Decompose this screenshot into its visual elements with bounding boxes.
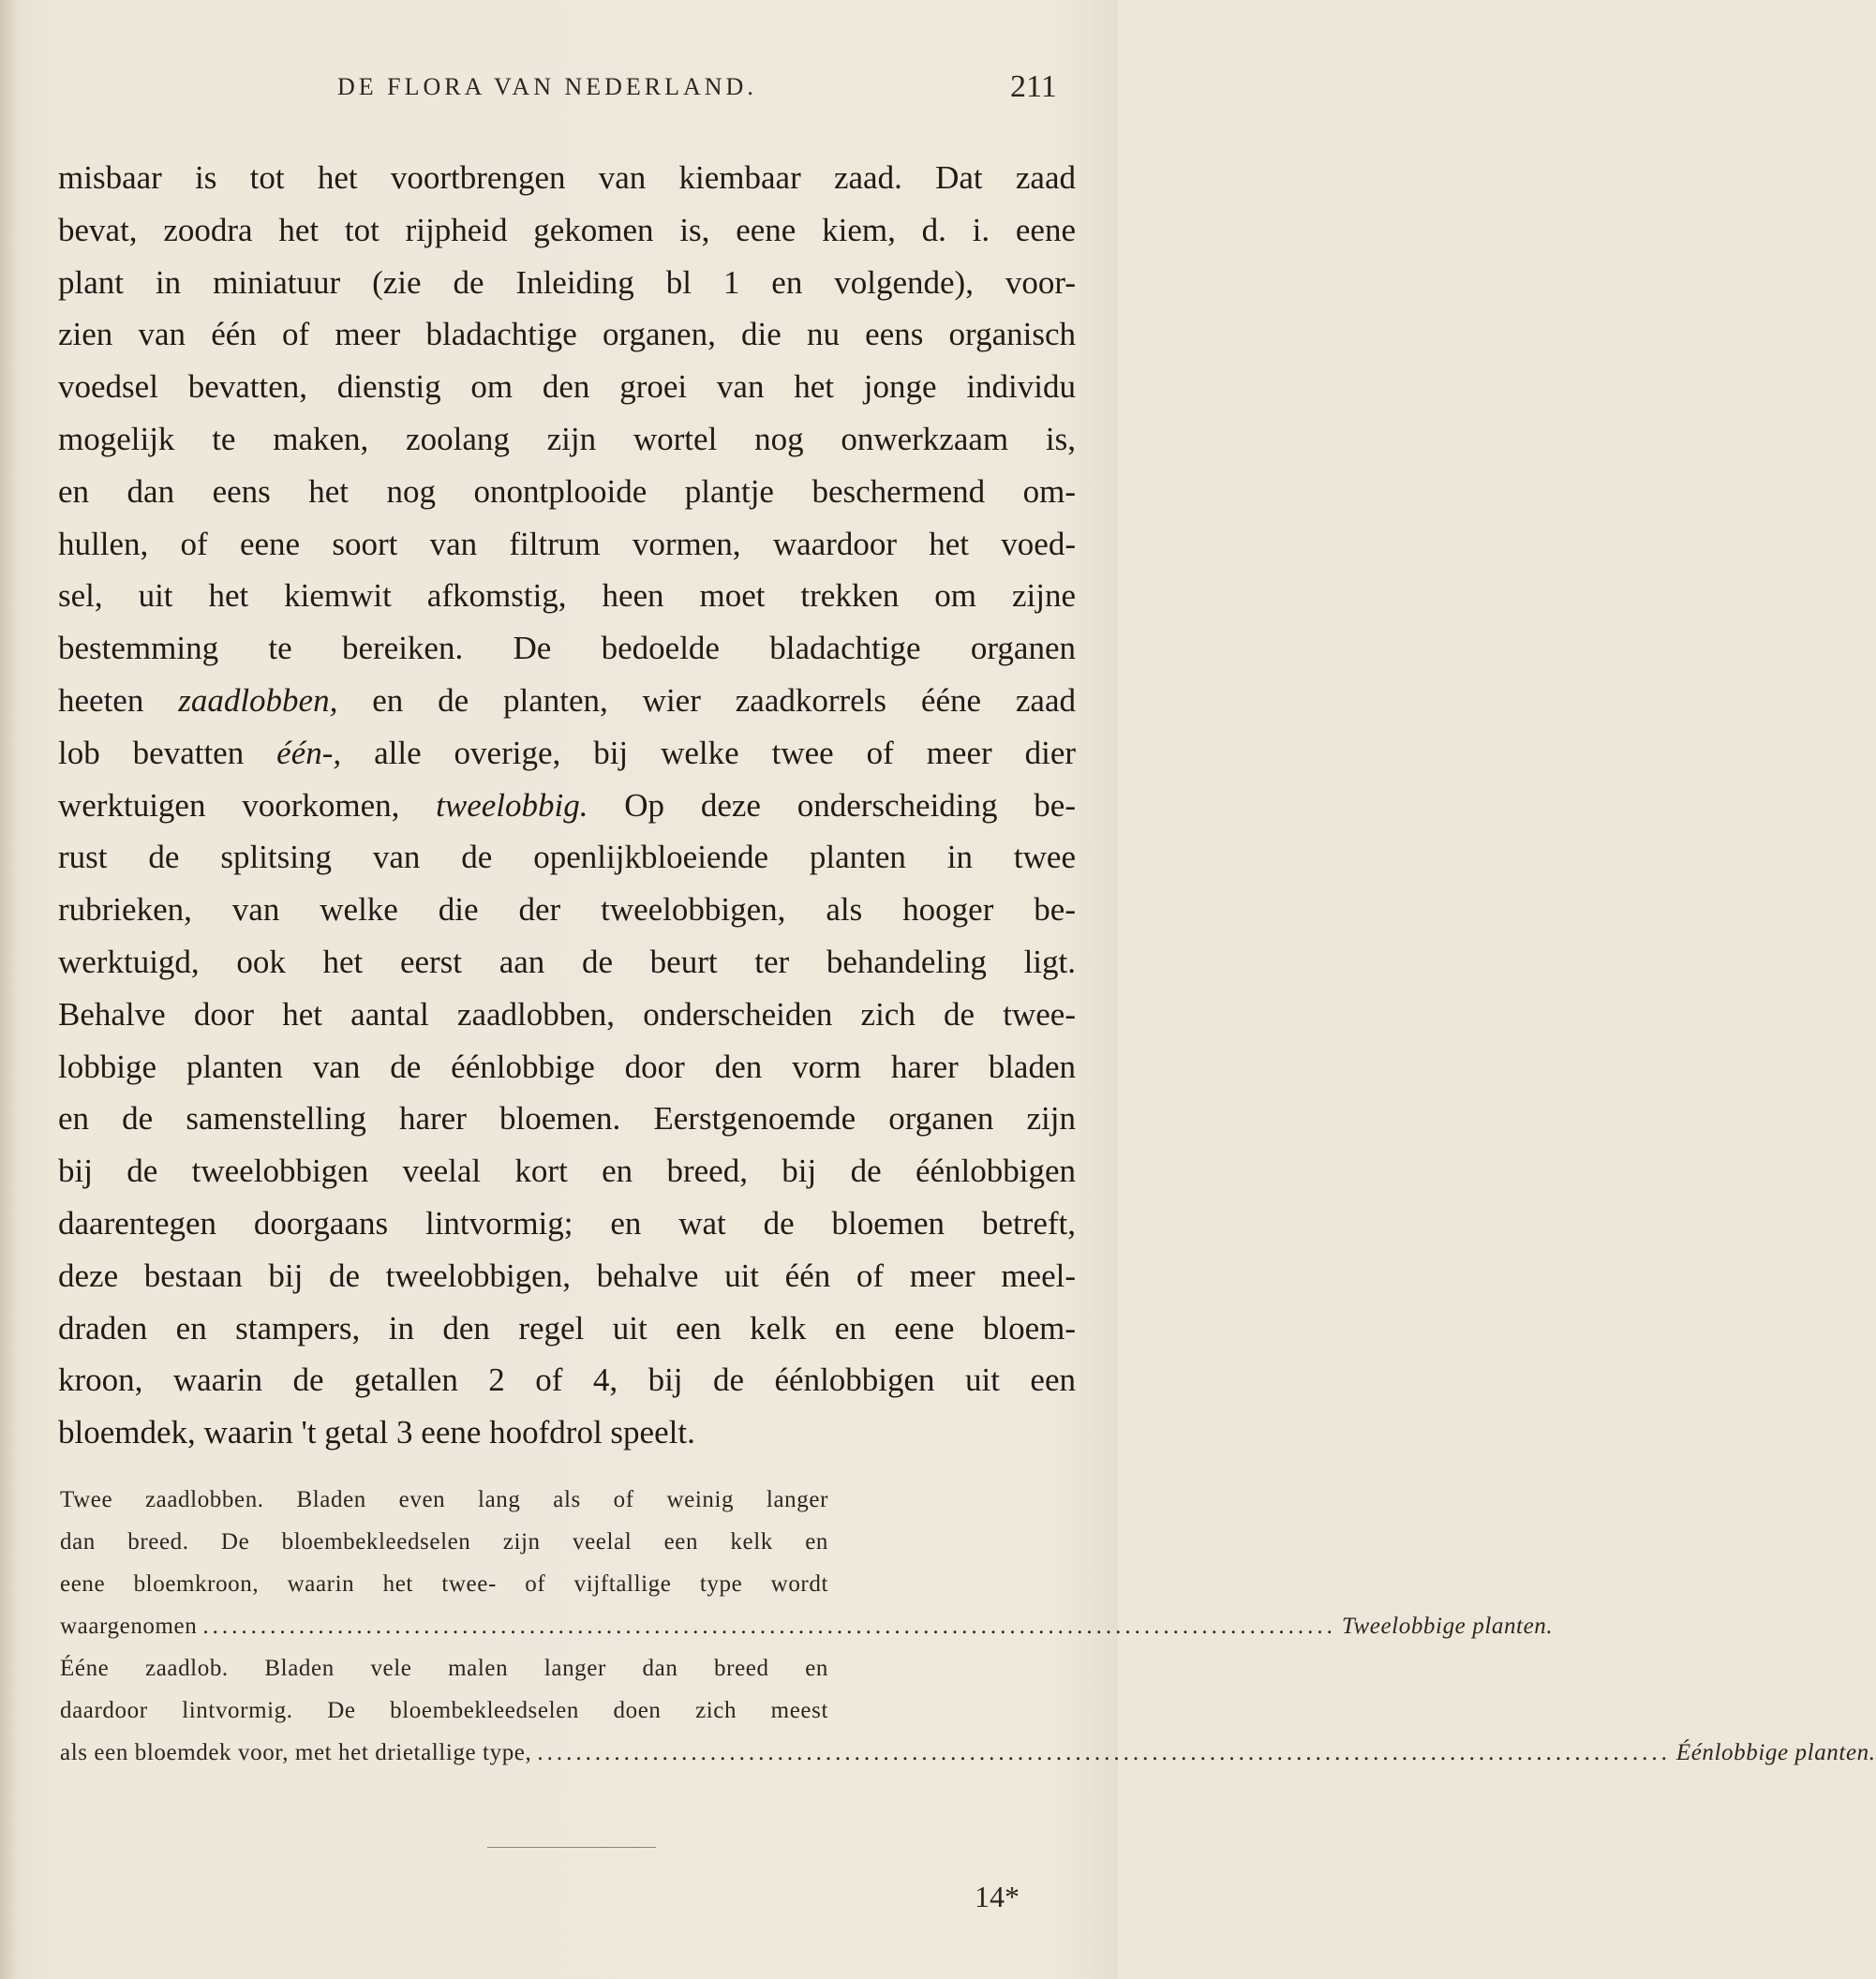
section-rule: [487, 1847, 656, 1848]
text-line: hullen, of eene soort van filtrum vormen, waardoor het voed-: [58, 525, 1076, 562]
text-line: rubrieken, van welke die der tweelobbigen, als hooger be-: [58, 891, 1076, 929]
text-line: lobbige planten van de éénlobbige door den vorm harer bladen: [58, 1048, 1076, 1085]
text-line: bevat, zoodra het tot rijpheid gekomen is, eene kiem, d. i. eene: [58, 211, 1076, 248]
text-segment: en de planten, wier zaadkorrels éénе zaad: [337, 681, 1076, 719]
italic-term: zaadlobben,: [178, 681, 338, 719]
italic-term: tweelobbig.: [436, 786, 588, 824]
text-line: [58, 780, 1076, 832]
text-line: draden en stampers, in den regel uit een kelk en eene bloem-: [58, 1309, 1076, 1347]
key-target: Éénlobbige planten.: [1675, 1740, 1876, 1765]
key-line: Twee zaadlobben. Bladen even lang als of weinig langer: [60, 1487, 828, 1512]
leader-dots: ......................................................................................................................: [537, 1740, 1671, 1765]
identification-key: [60, 1479, 1876, 1774]
text-line: plant in miniatuur (zie de Inleiding bl 1 en volgende), voor-: [58, 263, 1076, 301]
text-line: [58, 727, 1076, 780]
text-line: Behalve door het aantal zaadlobben, onderscheiden zich de twee-: [58, 995, 1076, 1033]
text-line: bij de tweelobbigen veelal kort en breed, bij de éénlobbigen: [58, 1153, 1076, 1190]
text-line: [58, 675, 1076, 727]
key-lead-line: [60, 1605, 1554, 1647]
text-line: deze bestaan bij de tweelobbigen, behalve uit één of meer meel-: [58, 1257, 1076, 1294]
key-line: eene bloemkroon, waarin het twee- of vijftallige type wordt: [60, 1571, 828, 1597]
signature-mark: 14*: [975, 1880, 1020, 1913]
leader-dots: ......................................................................................................................: [202, 1614, 1336, 1639]
text-line: bloemdek, waarin 't getal 3 eene hoofdrol speelt.: [58, 1414, 695, 1451]
text-segment: Op deze onderscheiding be-: [588, 786, 1076, 824]
text-line: bestemming te bereiken. De bedoelde bladachtige organen: [58, 630, 1076, 667]
text-line: voedsel bevatten, dienstig om den groei van het jonge individu: [58, 368, 1076, 406]
text-segment: werktuigen voorkomen,: [58, 786, 437, 824]
key-target: Tweelobbige planten.: [1341, 1614, 1554, 1639]
key-line: dan breed. De bloembekleedselen zijn veelal een kelk en: [60, 1529, 828, 1555]
key-lead-line: [60, 1732, 1876, 1774]
key-text: als een bloemdek voor, met het drietallige type,: [60, 1740, 532, 1765]
text-line: rust de splitsing van de openlijkbloeiende planten in twee: [58, 839, 1076, 876]
page-number: 211: [1010, 69, 1057, 104]
text-line: en dan eens het nog onontplooide plantje beschermend om-: [58, 472, 1076, 510]
text-line: kroon, waarin de getallen 2 of 4, bij de éénlobbigen uit een: [58, 1361, 1076, 1399]
text-line: mogelijk te maken, zoolang zijn wortel nog onwerkzaam is,: [58, 420, 1076, 457]
text-segment: heeten: [58, 681, 179, 719]
italic-term: één-,: [276, 734, 342, 771]
body-paragraph: [58, 152, 1076, 1459]
text-line: zien van één of meer bladachtige organen, die nu eens organisch: [58, 316, 1076, 353]
text-line: en de samenstelling harer bloemen. Eerstgenoemde organen zijn: [58, 1100, 1076, 1138]
text-line: werktuigd, ook het eerst aan de beurt ter behandeling ligt.: [58, 943, 1076, 980]
key-line: daardoor lintvormig. De bloembekleedselen doen zich meest: [60, 1698, 828, 1723]
text-line: misbaar is tot het voortbrengen van kiembaar zaad. Dat zaad: [58, 159, 1076, 196]
text-segment: lob bevatten: [58, 734, 277, 771]
key-line: Éénе zaadlob. Bladen vele malen langer dan breed en: [60, 1656, 828, 1681]
text-line: daarentegen doorgaans lintvormig; en wat de bloemen betreft,: [58, 1204, 1076, 1242]
text-line: sel, uit het kiemwit afkomstig, heen moet trekken om zijne: [58, 577, 1076, 615]
running-title: DE FLORA VAN NEDERLAND.: [337, 73, 757, 100]
key-text: waargenomen: [60, 1614, 198, 1639]
text-segment: alle overige, bij welke twee of meer dier: [341, 734, 1077, 771]
